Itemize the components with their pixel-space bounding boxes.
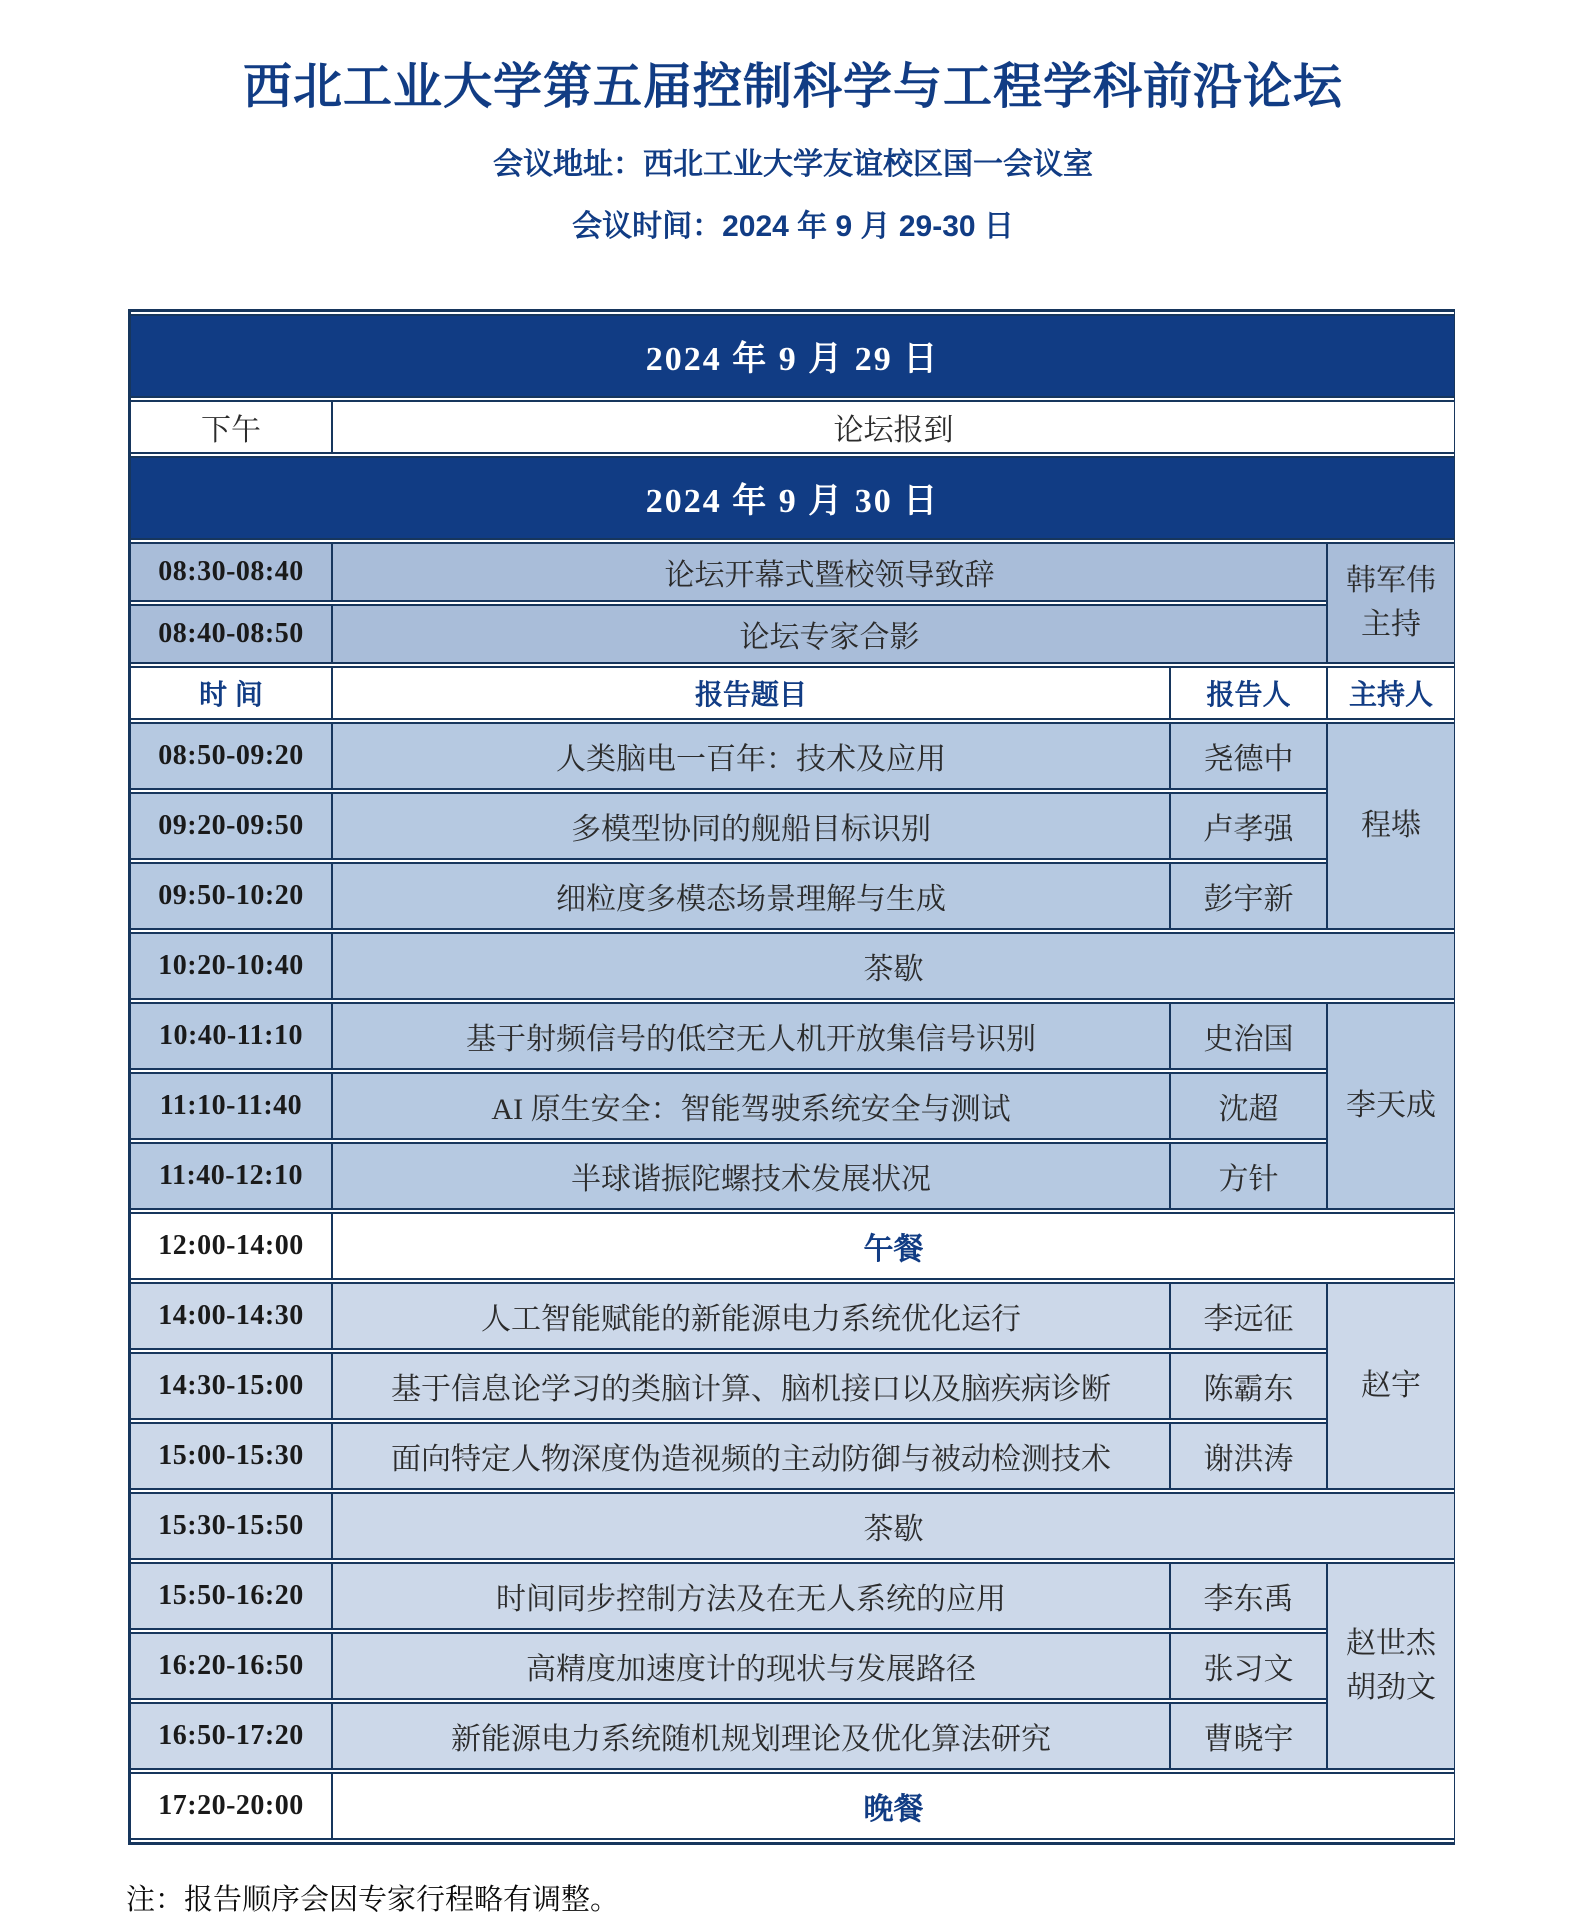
event-cell: 论坛报到 (331, 400, 1454, 454)
speaker-cell: 曹晓宇 (1169, 1702, 1326, 1770)
talk-title-cell: 时间同步控制方法及在无人系统的应用 (331, 1562, 1169, 1630)
time-cell: 15:50-16:20 (131, 1562, 331, 1630)
talk-title-cell: 新能源电力系统随机规划理论及优化算法研究 (331, 1702, 1169, 1770)
page-title: 西北工业大学第五届控制科学与工程学科前沿论坛 (242, 60, 1343, 114)
event-cell: 论坛开幕式暨校领导致辞 (331, 542, 1326, 602)
time-cell: 11:40-12:10 (131, 1142, 331, 1210)
time-cell: 10:20-10:40 (131, 932, 331, 1000)
speaker-cell: 方针 (1169, 1142, 1326, 1210)
event-cell: 论坛专家合影 (331, 604, 1326, 664)
table-row (131, 666, 1454, 720)
break-cell: 茶歇 (331, 1492, 1454, 1560)
meal-cell: 午餐 (331, 1212, 1454, 1280)
talk-title-cell: 半球谐振陀螺技术发展状况 (331, 1142, 1169, 1210)
speaker-cell: 史治国 (1169, 1002, 1326, 1070)
table-row (131, 1352, 1454, 1420)
column-header-0: 时 间 (131, 666, 331, 720)
time-cell: 15:00-15:30 (131, 1422, 331, 1490)
talk-title-cell: 高精度加速度计的现状与发展路径 (331, 1632, 1169, 1700)
table-row (131, 1002, 1454, 1070)
schedule-table (131, 312, 1454, 1842)
time-cell: 15:30-15:50 (131, 1492, 331, 1560)
table-row (131, 400, 1454, 454)
break-cell: 茶歇 (331, 932, 1454, 1000)
time-cell: 16:50-17:20 (131, 1702, 331, 1770)
date-line: 会议时间：2024 年 9 月 29-30 日 (572, 209, 1014, 243)
table-row (131, 314, 1454, 398)
column-header-3: 主持人 (1326, 666, 1454, 720)
table-row (131, 456, 1454, 540)
column-header-2: 报告人 (1169, 666, 1326, 720)
speaker-cell: 彭宇新 (1169, 862, 1326, 930)
table-row (131, 932, 1454, 1000)
speaker-cell: 李远征 (1169, 1282, 1326, 1350)
talk-title-cell: AI 原生安全：智能驾驶系统安全与测试 (331, 1072, 1169, 1140)
table-row (131, 1702, 1454, 1770)
talk-title-cell: 细粒度多模态场景理解与生成 (331, 862, 1169, 930)
time-cell: 下午 (131, 400, 331, 454)
meal-cell: 晚餐 (331, 1772, 1454, 1840)
host-cell: 李天成 (1326, 1002, 1454, 1210)
table-row (131, 722, 1454, 790)
speaker-cell: 张习文 (1169, 1632, 1326, 1700)
talk-title-cell: 人类脑电一百年：技术及应用 (331, 722, 1169, 790)
speaker-cell: 沈超 (1169, 1072, 1326, 1140)
column-header-1: 报告题目 (331, 666, 1169, 720)
footnote: 注：报告顺序会因专家行程略有调整。 (126, 1883, 620, 1916)
speaker-cell: 陈霸东 (1169, 1352, 1326, 1420)
talk-title-cell: 面向特定人物深度伪造视频的主动防御与被动检测技术 (331, 1422, 1169, 1490)
table-row (131, 542, 1454, 602)
host-cell: 韩军伟 主持 (1326, 542, 1454, 664)
schedule-table-body (131, 314, 1454, 1840)
time-cell: 17:20-20:00 (131, 1772, 331, 1840)
time-cell: 14:00-14:30 (131, 1282, 331, 1350)
schedule-table-container (128, 309, 1455, 1845)
time-cell: 12:00-14:00 (131, 1212, 331, 1280)
speaker-cell: 谢洪涛 (1169, 1422, 1326, 1490)
time-cell: 09:50-10:20 (131, 862, 331, 930)
table-row (131, 792, 1454, 860)
table-row (131, 1492, 1454, 1560)
time-cell: 09:20-09:50 (131, 792, 331, 860)
table-row (131, 1142, 1454, 1210)
time-cell: 14:30-15:00 (131, 1352, 331, 1420)
time-cell: 08:30-08:40 (131, 542, 331, 602)
table-row (131, 1632, 1454, 1700)
talk-title-cell: 基于信息论学习的类脑计算、脑机接口以及脑疾病诊断 (331, 1352, 1169, 1420)
venue-line: 会议地址：西北工业大学友谊校区国一会议室 (493, 147, 1093, 181)
table-row (131, 1072, 1454, 1140)
table-row (131, 1772, 1454, 1840)
time-cell: 16:20-16:50 (131, 1632, 331, 1700)
talk-title-cell: 多模型协同的舰船目标识别 (331, 792, 1169, 860)
time-cell: 08:50-09:20 (131, 722, 331, 790)
table-row (131, 1282, 1454, 1350)
host-cell: 赵宇 (1326, 1282, 1454, 1490)
speaker-cell: 李东禹 (1169, 1562, 1326, 1630)
time-cell: 10:40-11:10 (131, 1002, 331, 1070)
time-cell: 11:10-11:40 (131, 1072, 331, 1140)
table-row (131, 604, 1454, 664)
session-date-header: 2024 年 9 月 29 日 (131, 314, 1454, 398)
time-cell: 08:40-08:50 (131, 604, 331, 664)
table-row (131, 862, 1454, 930)
speaker-cell: 尧德中 (1169, 722, 1326, 790)
table-row (131, 1422, 1454, 1490)
session-date-header: 2024 年 9 月 30 日 (131, 456, 1454, 540)
table-row (131, 1212, 1454, 1280)
talk-title-cell: 人工智能赋能的新能源电力系统优化运行 (331, 1282, 1169, 1350)
talk-title-cell: 基于射频信号的低空无人机开放集信号识别 (331, 1002, 1169, 1070)
speaker-cell: 卢孝强 (1169, 792, 1326, 860)
host-cell: 赵世杰 胡劲文 (1326, 1562, 1454, 1770)
host-cell: 程塨 (1326, 722, 1454, 930)
table-row (131, 1562, 1454, 1630)
